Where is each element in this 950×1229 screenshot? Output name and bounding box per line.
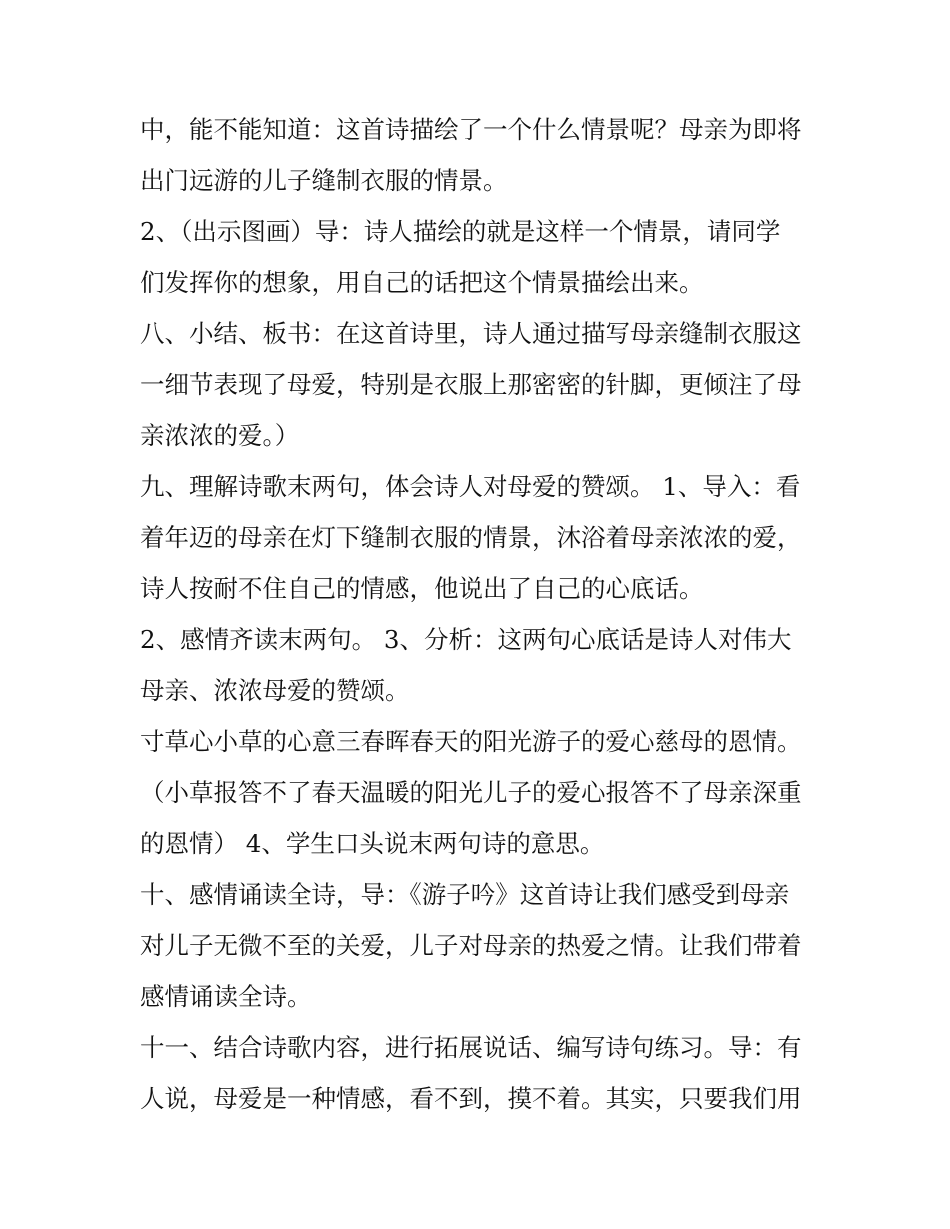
- text-line: 2、感情齐读末两句。 3、分析：这两句心底话是诗人对伟大: [140, 625, 792, 654]
- text-line: 母亲、浓浓母爱的赞颂。: [140, 676, 410, 705]
- text-line: 亲浓浓的爱。）: [140, 421, 300, 450]
- text-line: 八、小结、板书：在这首诗里，诗人通过描写母亲缝制衣服这: [140, 319, 802, 348]
- text-line: 2、（出示图画）导：诗人描绘的就是这样一个情景，请同学: [140, 217, 781, 246]
- text-line: 着年迈的母亲在灯下缝制衣服的情景，沐浴着母亲浓浓的爱，: [140, 523, 802, 552]
- text-line: 十一、结合诗歌内容，进行拓展说话、编写诗句练习。导：有: [140, 1033, 802, 1062]
- text-line: 九、理解诗歌末两句，体会诗人对母爱的赞颂。 1、导入：看: [140, 472, 801, 501]
- text-line: 十、感情诵读全诗，导：《游子吟》这首诗让我们感受到母亲: [140, 880, 790, 909]
- text-line: 中，能不能知道：这首诗描绘了一个什么情景呢？母亲为即将: [140, 115, 802, 144]
- text-line: 诗人按耐不住自己的情感，他说出了自己的心底话。: [140, 574, 704, 603]
- text-line: 的恩情） 4、学生口头说末两句诗的意思。: [140, 829, 605, 858]
- body-text: [140, 104, 830, 1124]
- text-line: 们发挥你的想象，用自己的话把这个情景描绘出来。: [140, 268, 704, 297]
- text-line: （小草报答不了春天温暖的阳光儿子的爱心报答不了母亲深重: [140, 778, 802, 807]
- text-line: 人说，母爱是一种情感，看不到，摸不着。其实，只要我们用: [140, 1084, 802, 1113]
- text-line: 出门远游的儿子缝制衣服的情景。: [140, 166, 508, 195]
- text-line: 对儿子无微不至的关爱，儿子对母亲的热爱之情。让我们带着: [140, 931, 802, 960]
- text-line: 感情诵读全诗。: [140, 982, 312, 1011]
- text-line: 一细节表现了母爱，特别是衣服上那密密的针脚，更倾注了母: [140, 370, 802, 399]
- text-line: 寸草心小草的心意三春晖春天的阳光游子的爱心慈母的恩情。: [140, 727, 802, 756]
